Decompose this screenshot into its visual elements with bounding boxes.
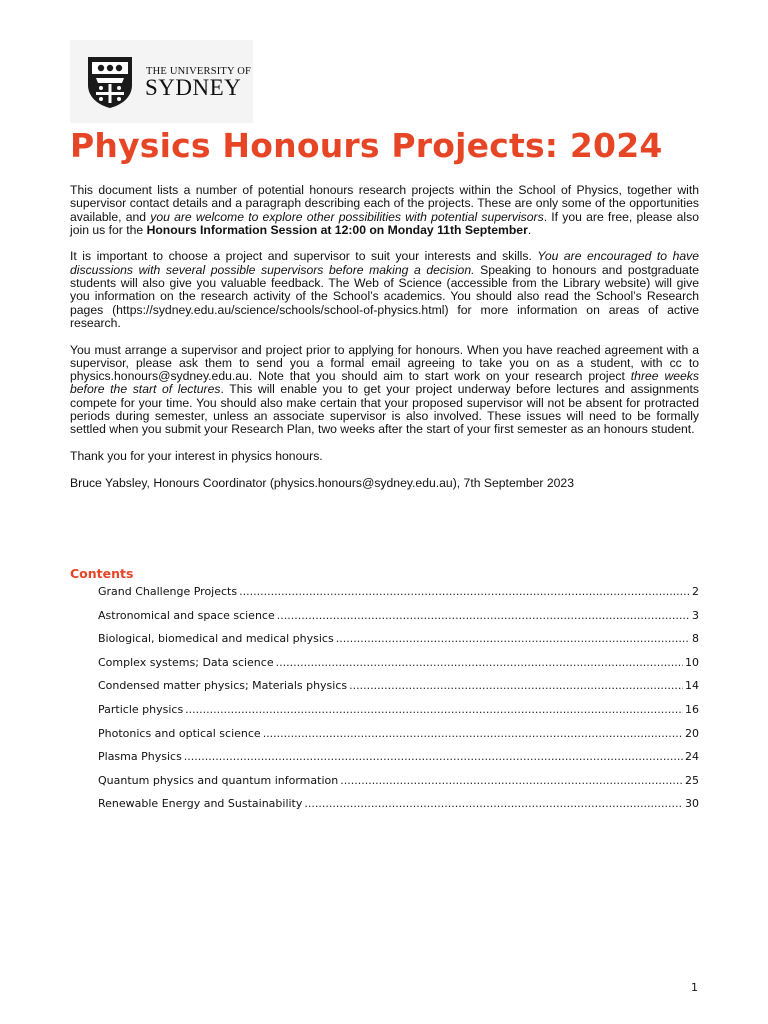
page-title: Physics Honours Projects: 2024 [70,126,663,165]
contents-heading: Contents [70,566,134,581]
crest-icon [86,55,134,109]
toc-item[interactable]: Biological, biomedical and medical physics ..... 8 [98,632,699,656]
toc-item[interactable]: Astronomical and space science ..... 3 [98,609,699,633]
toc-item[interactable]: Quantum physics and quantum information ..... 25 [98,774,699,798]
toc-item[interactable]: Plasma Physics ..... 24 [98,750,699,774]
table-of-contents [98,585,699,821]
university-logo [70,40,253,123]
toc-item[interactable]: Complex systems; Data science ..... 10 [98,656,699,680]
paragraph-5: Bruce Yabsley, Honours Coordinator (physics.honours@sydney.edu.au), 7th September 2023 [70,475,574,490]
page-number: 1 [691,981,698,994]
logo-university-of: THE UNIVERSITY OF [146,66,252,77]
intro-text [70,184,699,503]
logo-sydney: SYDNEY [145,75,242,100]
paragraph-2: It is important to choose a project and supervisor to suit your interests and skills. You are encouraged to have discussions with several possible supervisors before making a decision. Speaking to honours and postgraduate students will also give you valuable feedback. The Web of Science (accessible from the Library website) will give you information on the research activity of the School’s academics. You should also read the School’s Research pages (https://sydney.edu.au/science/schools/school-of-physics.html) for more information on areas of active research. [70,249,699,330]
toc-item[interactable]: Particle physics ..... 16 [98,703,699,727]
paragraph-4: Thank you for your interest in physics honours. [70,448,323,463]
toc-item[interactable]: Photonics and optical science ..... 20 [98,727,699,751]
paragraph-3: You must arrange a supervisor and project prior to applying for honours. When you have reached agreement with a supervisor, please ask them to send you a formal email agreeing to take you on as a student, with cc to physics.honours@sydney.edu.au. Note that you should aim to start work on your research project three weeks before the start of lectures. This will enable you to get your project underway before lectures and assignments compete for your time. You should also make certain that your proposed supervisor will not be absent for protracted periods during semester, unless an associate supervisor is also involved. These issues will need to be formally settled when you submit your Research Plan, two weeks after the start of your first semester as an honours student. [70,342,699,437]
toc-item[interactable]: Condensed matter physics; Materials physics ..... 14 [98,679,699,703]
toc-item[interactable]: Renewable Energy and Sustainability ..... 30 [98,797,699,821]
paragraph-1: This document lists a number of potential honours research projects within the School of Physics, together with supervisor contact details and a paragraph describing each of the projects. These are only some of the opportunities available, and you are welcome to explore other possibilities with potential supervisors. If you are free, please also join us for the Honours Information Session at 12:00 on Monday 11th September. [70,183,699,237]
toc-item[interactable]: Grand Challenge Projects ..... 2 [98,585,699,609]
